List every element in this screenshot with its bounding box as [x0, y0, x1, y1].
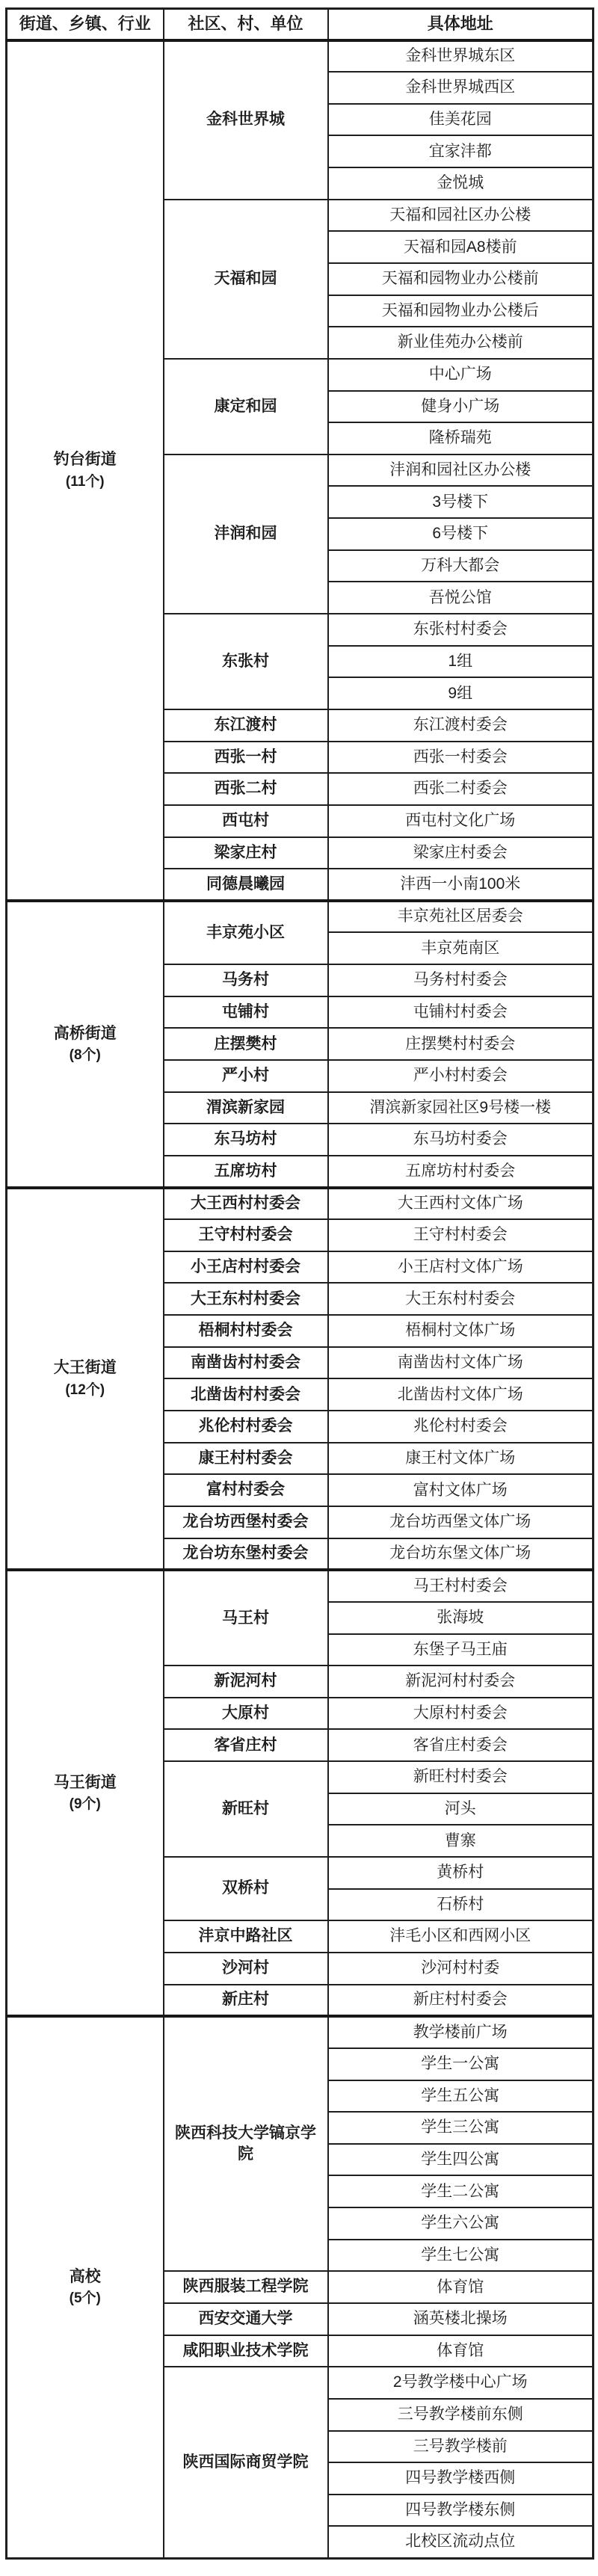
address-cell: 曹寨	[328, 1825, 594, 1857]
unit-cell: 屯铺村	[164, 996, 328, 1029]
address-cell: 沣西一小南100米	[328, 869, 594, 901]
address-cell: 马王村村委会	[328, 1570, 594, 1602]
address-cell: 梁家庄村委会	[328, 837, 594, 869]
table-row	[7, 901, 594, 933]
col-header-address: 具体地址	[328, 9, 594, 40]
table-row	[7, 40, 594, 73]
unit-cell: 西张二村	[164, 773, 328, 805]
unit-cell: 新庄村	[164, 1985, 328, 2017]
street-cell	[7, 1570, 164, 2016]
street-name: 高校	[69, 2267, 101, 2285]
street-count: (5个)	[69, 2290, 101, 2307]
address-cell: 王守村村委会	[328, 1219, 594, 1251]
address-table	[5, 7, 594, 2560]
table-row	[7, 1570, 594, 1602]
unit-cell: 龙台坊西堡村委会	[164, 1506, 328, 1538]
address-cell: 渭滨新家园社区9号楼一楼	[328, 1092, 594, 1124]
address-cell: 天福和园物业办公楼前	[328, 263, 594, 295]
unit-cell: 渭滨新家园	[164, 1092, 328, 1124]
unit-cell: 双桥村	[164, 1857, 328, 1920]
address-cell: 四号教学楼东侧	[328, 2495, 594, 2527]
col-header-street: 街道、乡镇、行业	[7, 9, 164, 40]
address-cell: 6号楼下	[328, 518, 594, 550]
address-cell: 健身小广场	[328, 391, 594, 423]
address-cell: 西张一村委会	[328, 742, 594, 774]
address-cell: 佳美花园	[328, 104, 594, 136]
address-cell: 金科世界城西区	[328, 72, 594, 104]
address-cell: 张海坡	[328, 1602, 594, 1634]
address-cell: 体育馆	[328, 2335, 594, 2367]
unit-cell: 同德晨曦园	[164, 869, 328, 901]
address-cell: 小王店村文体广场	[328, 1251, 594, 1284]
unit-cell: 大王东村村委会	[164, 1283, 328, 1315]
address-cell: 吾悦公馆	[328, 582, 594, 614]
unit-cell: 沣京中路社区	[164, 1920, 328, 1953]
address-cell: 屯铺村村委会	[328, 996, 594, 1029]
street-name: 高桥街道	[53, 1024, 117, 1042]
address-cell: 沣毛小区和西网小区	[328, 1920, 594, 1953]
address-cell: 1组	[328, 646, 594, 678]
address-cell: 大原村村委会	[328, 1698, 594, 1730]
address-cell: 马务村村委会	[328, 964, 594, 996]
street-count: (9个)	[69, 1796, 101, 1813]
unit-cell: 西安交通大学	[164, 2303, 328, 2335]
address-cell: 2号教学楼中心广场	[328, 2367, 594, 2399]
address-cell: 学生一公寓	[328, 2048, 594, 2080]
address-cell: 沙河村村委	[328, 1953, 594, 1985]
unit-cell: 大王西村村委会	[164, 1188, 328, 1220]
address-cell: 隆桥瑞苑	[328, 422, 594, 455]
unit-cell: 大原村	[164, 1698, 328, 1730]
address-cell: 丰京苑南区	[328, 932, 594, 964]
unit-cell: 新旺村	[164, 1761, 328, 1857]
street-count: (11个)	[65, 473, 105, 490]
unit-cell: 康定和园	[164, 359, 328, 455]
street-cell	[7, 901, 164, 1188]
unit-cell: 咸阳职业技术学院	[164, 2335, 328, 2367]
address-cell: 大王西村文体广场	[328, 1188, 594, 1220]
unit-cell: 龙台坊东堡村委会	[164, 1538, 328, 1571]
address-cell: 丰京苑社区居委会	[328, 901, 594, 933]
street-count: (8个)	[69, 1047, 101, 1064]
table-row	[7, 1188, 594, 1220]
street-cell	[7, 1188, 164, 1571]
address-cell: 东江渡村委会	[328, 709, 594, 742]
street-name: 马王街道	[53, 1773, 117, 1791]
header-row	[7, 9, 594, 40]
unit-cell: 王守村村委会	[164, 1219, 328, 1251]
address-cell: 新庄村村委会	[328, 1985, 594, 2017]
unit-cell: 富村村委会	[164, 1474, 328, 1506]
address-cell: 西张二村委会	[328, 773, 594, 805]
col-header-unit: 社区、村、单位	[164, 9, 328, 40]
street-cell	[7, 40, 164, 901]
address-cell: 东马坊村委会	[328, 1124, 594, 1156]
unit-cell: 马王村	[164, 1570, 328, 1666]
address-cell: 金科世界城东区	[328, 40, 594, 73]
address-cell: 宜家沣都	[328, 135, 594, 167]
unit-cell: 庄摆樊村	[164, 1028, 328, 1060]
address-cell: 三号教学楼前	[328, 2431, 594, 2463]
unit-cell: 康王村村委会	[164, 1443, 328, 1475]
address-cell: 沣润和园社区办公楼	[328, 455, 594, 487]
address-cell: 天福和园物业办公楼后	[328, 295, 594, 327]
unit-cell: 北凿齿村村委会	[164, 1378, 328, 1411]
address-cell: 学生三公寓	[328, 2112, 594, 2144]
unit-cell: 金科世界城	[164, 40, 328, 200]
unit-cell: 南凿齿村村委会	[164, 1347, 328, 1379]
address-cell: 康王村文体广场	[328, 1443, 594, 1475]
address-cell: 北校区流动点位	[328, 2526, 594, 2558]
unit-cell: 西张一村	[164, 742, 328, 774]
address-cell: 新泥河村村委会	[328, 1666, 594, 1698]
address-cell: 庄摆樊村村委会	[328, 1028, 594, 1060]
address-cell: 五席坊村村委会	[328, 1156, 594, 1188]
street-name: 钓台街道	[53, 451, 117, 469]
unit-cell: 新泥河村	[164, 1666, 328, 1698]
address-cell: 黄桥村	[328, 1857, 594, 1889]
unit-cell: 东马坊村	[164, 1124, 328, 1156]
address-cell: 兆伦村村委会	[328, 1411, 594, 1443]
address-cell: 学生六公寓	[328, 2207, 594, 2240]
address-cell: 涵英楼北操场	[328, 2303, 594, 2335]
address-cell: 龙台坊东堡文体广场	[328, 1538, 594, 1571]
address-cell: 大王东村村委会	[328, 1283, 594, 1315]
address-cell: 中心广场	[328, 359, 594, 391]
unit-cell: 严小村	[164, 1060, 328, 1092]
unit-cell: 沙河村	[164, 1953, 328, 1985]
address-cell: 北凿齿村文体广场	[328, 1378, 594, 1411]
address-cell: 学生七公寓	[328, 2240, 594, 2272]
address-cell: 9组	[328, 677, 594, 709]
address-cell: 学生二公寓	[328, 2175, 594, 2207]
address-cell: 3号楼下	[328, 486, 594, 518]
address-cell: 新业佳苑办公楼前	[328, 327, 594, 359]
address-cell: 学生五公寓	[328, 2080, 594, 2113]
address-cell: 富村文体广场	[328, 1474, 594, 1506]
unit-cell: 小王店村村委会	[164, 1251, 328, 1284]
address-cell: 石桥村	[328, 1889, 594, 1921]
unit-cell: 五席坊村	[164, 1156, 328, 1188]
unit-cell: 兆伦村村委会	[164, 1411, 328, 1443]
address-cell: 河头	[328, 1793, 594, 1825]
unit-cell: 天福和园	[164, 200, 328, 359]
address-cell: 新旺村村委会	[328, 1761, 594, 1793]
unit-cell: 丰京苑小区	[164, 901, 328, 964]
address-cell: 金悦城	[328, 167, 594, 200]
address-cell: 梧桐村文体广场	[328, 1315, 594, 1347]
address-cell: 客省庄村委会	[328, 1729, 594, 1761]
address-cell: 东张村村委会	[328, 614, 594, 646]
unit-cell: 西屯村	[164, 805, 328, 837]
address-cell: 西屯村文化广场	[328, 805, 594, 837]
address-cell: 天福和园社区办公楼	[328, 200, 594, 232]
address-cell: 四号教学楼西侧	[328, 2462, 594, 2495]
unit-cell: 陕西服装工程学院	[164, 2271, 328, 2303]
address-cell: 万科大都会	[328, 550, 594, 582]
address-cell: 学生四公寓	[328, 2144, 594, 2176]
address-cell: 三号教学楼前东侧	[328, 2399, 594, 2431]
street-name: 大王街道	[53, 1359, 117, 1377]
table-header	[7, 9, 594, 40]
unit-cell: 陕西国际商贸学院	[164, 2367, 328, 2558]
address-cell: 龙台坊西堡文体广场	[328, 1506, 594, 1538]
table-row	[7, 2016, 594, 2048]
unit-cell: 梧桐村村委会	[164, 1315, 328, 1347]
unit-cell: 陕西科技大学镐京学院	[164, 2016, 328, 2271]
address-cell: 天福和园A8楼前	[328, 231, 594, 263]
unit-cell: 沣润和园	[164, 455, 328, 614]
unit-cell: 马务村	[164, 964, 328, 996]
table-body	[7, 40, 594, 2559]
unit-cell: 东张村	[164, 614, 328, 709]
unit-cell: 东江渡村	[164, 709, 328, 742]
unit-cell: 客省庄村	[164, 1729, 328, 1761]
address-cell: 东堡子马王庙	[328, 1634, 594, 1666]
address-cell: 南凿齿村文体广场	[328, 1347, 594, 1379]
street-count: (12个)	[65, 1381, 105, 1398]
address-cell: 严小村村委会	[328, 1060, 594, 1092]
address-cell: 教学楼前广场	[328, 2016, 594, 2048]
unit-cell: 梁家庄村	[164, 837, 328, 869]
address-cell: 体育馆	[328, 2271, 594, 2303]
street-cell	[7, 2016, 164, 2558]
